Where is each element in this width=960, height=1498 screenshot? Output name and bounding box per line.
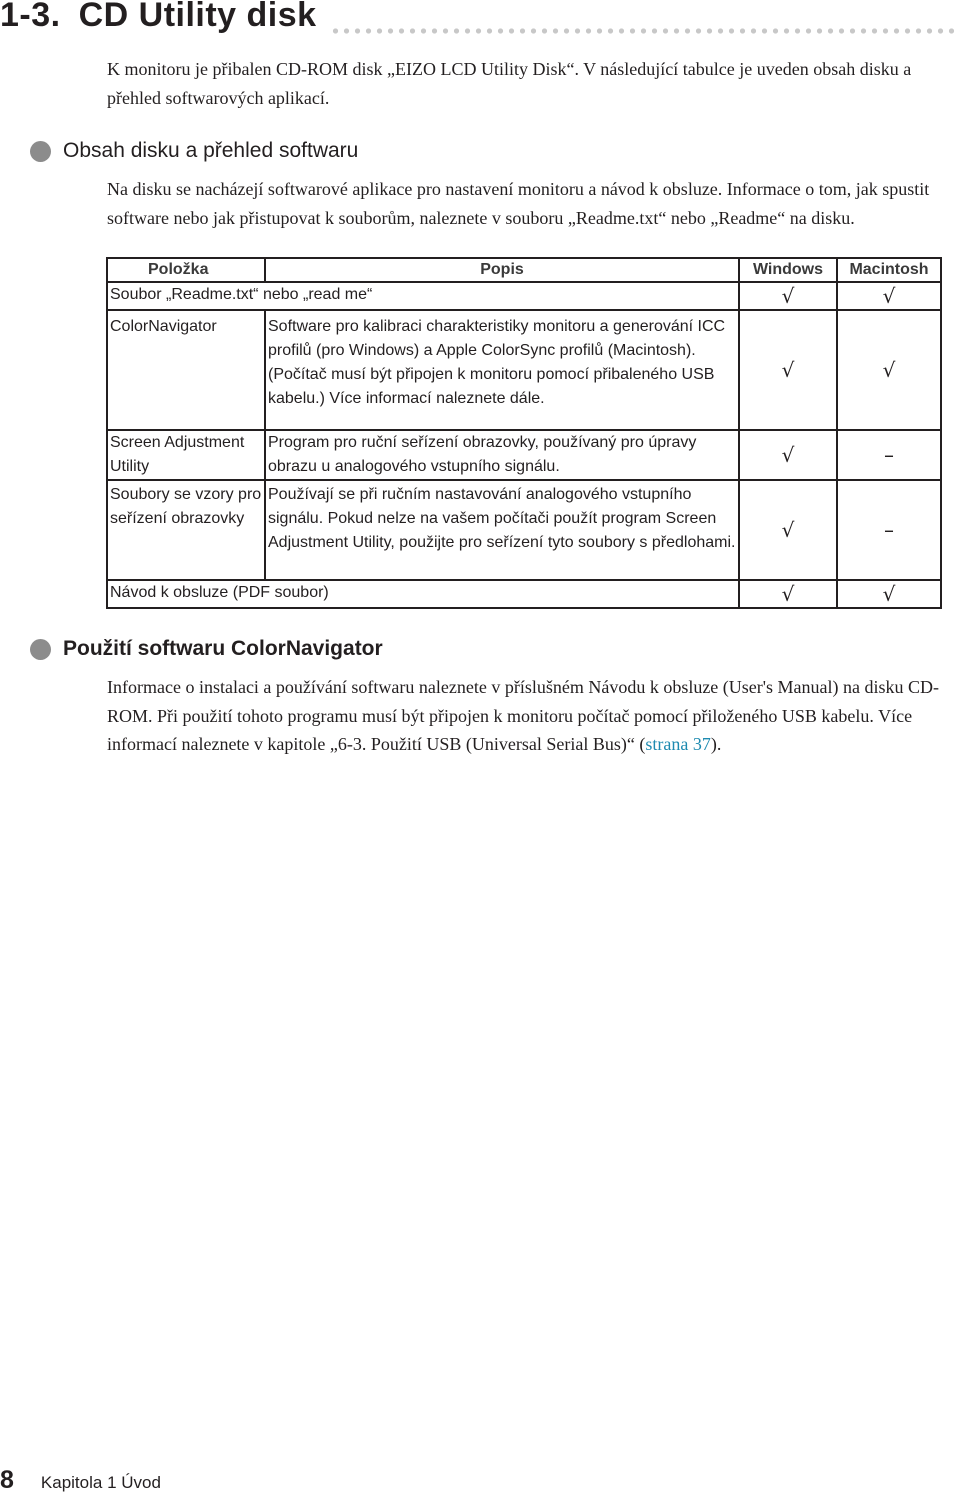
row-item: ColorNavigator: [107, 310, 265, 430]
contents-heading-text: Obsah disku a přehled softwaru: [63, 139, 359, 162]
contents-heading: [30, 139, 358, 163]
row-description: Software pro kalibraci charakteristiky monitoru a generování ICC profilů (pro Windows) a Apple ColorSync profilů (Macintosh). (Počítač musí být připojen k monitoru pomocí přibaleného USB kabelu.) Více informací naleznete dále.: [265, 310, 739, 430]
table-row: [107, 430, 941, 480]
table-row: [107, 282, 941, 310]
macintosh-check: √: [837, 310, 941, 430]
bullet-icon: [30, 141, 51, 162]
row-description: Používají se při ručním nastavování analogového vstupního signálu. Pokud nelze na vašem počítači použít program Screen Adjustment Utility, použijte pro seřízení tyto soubory s předlohami.: [265, 480, 739, 580]
macintosh-check: √: [837, 580, 941, 608]
chapter-label: Kapitola 1 Úvod: [40, 1473, 161, 1492]
section-title-text: CD Utility disk: [78, 0, 317, 34]
colornavigator-heading-text: Použití softwaru ColorNavigator: [63, 637, 383, 660]
intro-paragraph: K monitoru je přibalen CD-ROM disk „EIZO LCD Utility Disk“. V následující tabulce je uveden obsah disku a přehled softwarových aplikací.: [107, 59, 912, 108]
table-header-row: [107, 258, 941, 282]
page-number: 8: [0, 1466, 14, 1494]
row-item: Soubor „Readme.txt“ nebo „read me“: [107, 282, 739, 310]
windows-check: √: [739, 430, 837, 480]
section-number: 1-3.: [0, 0, 61, 34]
colornavigator-paragraph: [107, 673, 957, 759]
header-macintosh: Macintosh: [837, 258, 941, 282]
header-description: Popis: [265, 258, 739, 282]
colornavigator-heading: [30, 637, 383, 661]
page-footer: [0, 1466, 161, 1495]
windows-check: √: [739, 282, 837, 310]
software-table: [106, 257, 942, 609]
windows-check: √: [739, 480, 837, 580]
header-item: Položka: [107, 258, 265, 282]
row-item: Soubory se vzory pro seřízení obrazovky: [107, 480, 265, 580]
row-description: Program pro ruční seřízení obrazovky, používaný pro úpravy obrazu u analogového vstupního signálu.: [265, 430, 739, 480]
title-dotted-rule: [330, 26, 960, 36]
windows-check: √: [739, 580, 837, 608]
colornavigator-text-end: ).: [710, 734, 722, 754]
row-item: Návod k obsluze (PDF soubor): [107, 580, 739, 608]
macintosh-check: √: [837, 282, 941, 310]
windows-check: √: [739, 310, 837, 430]
header-windows: Windows: [739, 258, 837, 282]
section-title: [0, 0, 317, 35]
table-row: [107, 580, 941, 608]
colornavigator-text: Informace o instalaci a používání softwaru naleznete v příslušném Návodu k obsluze (User's Manual) na disku CD-ROM. Při použití tohoto programu musí být připojen k monitoru počítač pomocí přiloženého USB kabelu. Více informací naleznete v kapitole „6-3. Použití USB (Universal Serial Bus)“ (: [107, 677, 939, 754]
macintosh-check: –: [837, 430, 941, 480]
macintosh-check: –: [837, 480, 941, 580]
bullet-icon: [30, 639, 51, 660]
page-reference-link[interactable]: strana 37: [645, 734, 711, 754]
table-row: [107, 310, 941, 430]
contents-paragraph: Na disku se nacházejí softwarové aplikace pro nastavení monitoru a návod k obsluze. Informace o tom, jak spustit software nebo jak přistupovat k souborům, naleznete v souboru „Readme.txt“ nebo „Readme“ na disku.: [107, 179, 930, 228]
table-row: [107, 480, 941, 580]
row-item: Screen Adjustment Utility: [107, 430, 265, 480]
